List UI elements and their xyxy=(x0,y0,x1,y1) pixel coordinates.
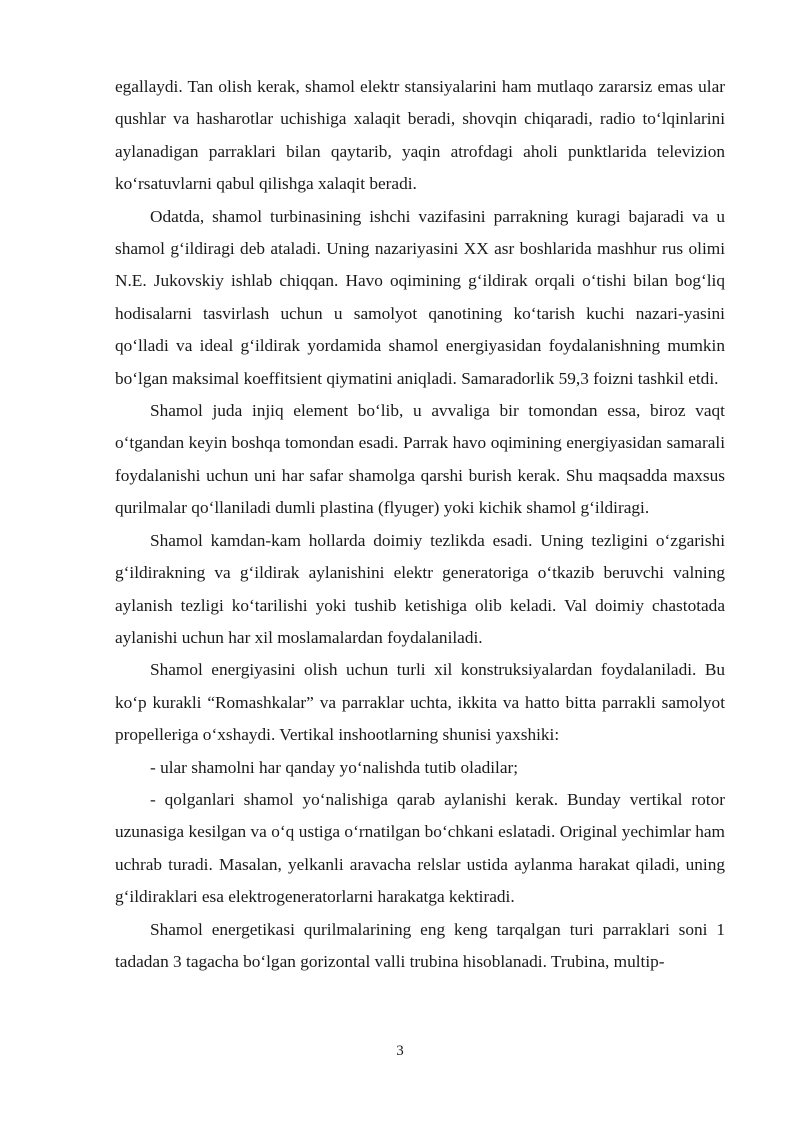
paragraph-horizontal-turbine: Shamol energetikasi qurilmalarining eng keng tarqalgan turi parraklari soni 1 tadadan 3 tagacha bo‘lgan gorizontal valli trubina hisoblanadi. Trubina, multip- xyxy=(115,919,725,971)
body-text xyxy=(115,71,725,978)
paragraph-wind-speed: Shamol kamdan-kam hollarda doimiy tezlikda esadi. Uning tezligini o‘zgarishi g‘ildirakning va g‘ildirak aylanishini elektr generatoriga o‘tkazib beruvchi valning aylanish tezligi ko‘tarilishi yoki tushib ketishiga olib keladi. Val doimiy chastotada aylanishi uchun har xil moslamalardan foydalaniladi. xyxy=(115,530,725,647)
paragraph-wind-turbine-theory: Odatda, shamol turbinasining ishchi vazifasini parrakning kuragi bajaradi va u shamol g‘ildiragi deb ataladi. Uning nazariyasini XX asr boshlarida mashhur rus olimi N.E. Jukovskiy ishlab chiqqan. Havo oqimining g‘ildirak orqali o‘tishi bilan bog‘liq hodisalarni tasvirlash uchun u samolyot qanotining ko‘tarish kuchi nazari-yasini qo‘lladi va ideal g‘ildirak yordamida shamol energiyasidan foydalanishning mumkin bo‘lgan maksimal koeffitsient qiymatini aniqladi. Samaradorlik 59,3 foizni tashkil etdi. xyxy=(115,206,725,388)
paragraph-continuation: egallaydi. Tan olish kerak, shamol elektr stansiyalarini ham mutlaqo zararsiz emas ular qushlar va hasharotlar uchishiga xalaqit beradi, shovqin chiqaradi, radio to‘lqinlarini aylanadigan parraklari bilan qaytarib, yaqin atrofdagi aholi punktlarida televizion ko‘rsatuvlarni qabul qilishga xalaqit beradi. xyxy=(115,77,725,194)
list-item-vertical-advantage: - ular shamolni har qanday yo‘nalishda tutib oladilar; xyxy=(150,757,519,777)
list-item-horizontal-rotation: - qolganlari shamol yo‘nalishiga qarab aylanishi kerak. Bunday vertikal rotor uzunasiga kesilgan va o‘q ustiga o‘rnatilgan bo‘chkani eslatadi. Original yechimlar ham uchrab turadi. Masalan, yelkanli aravacha relslar ustida aylanma harakat qiladi, uning g‘ildiraklari esa elektrogeneratorlarni harakatga kektiradi. xyxy=(115,789,725,907)
paragraph-wind-direction: Shamol juda injiq element bo‘lib, u avvaliga bir tomondan essa, biroz vaqt o‘tgandan keyin boshqa tomondan esadi. Parrak havo oqimining energiyasidan samarali foydalanishi uchun uni har safar shamolga qarshi burish kerak. Shu maqsadda maxsus qurilmalar qo‘llaniladi dumli plastina (flyuger) yoki kichik shamol g‘ildiragi. xyxy=(115,401,725,518)
paragraph-constructions: Shamol energiyasini olish uchun turli xil konstruksiyalardan foydalaniladi. Bu ko‘p kurakli “Romashkalar” va parraklar uchta, ikkita va hatto bitta parrakli samolyot propelleriga o‘xshaydi. Vertikal inshootlarning shunisi yaxshiki: xyxy=(115,660,725,745)
page-number: 3 xyxy=(396,1043,404,1059)
